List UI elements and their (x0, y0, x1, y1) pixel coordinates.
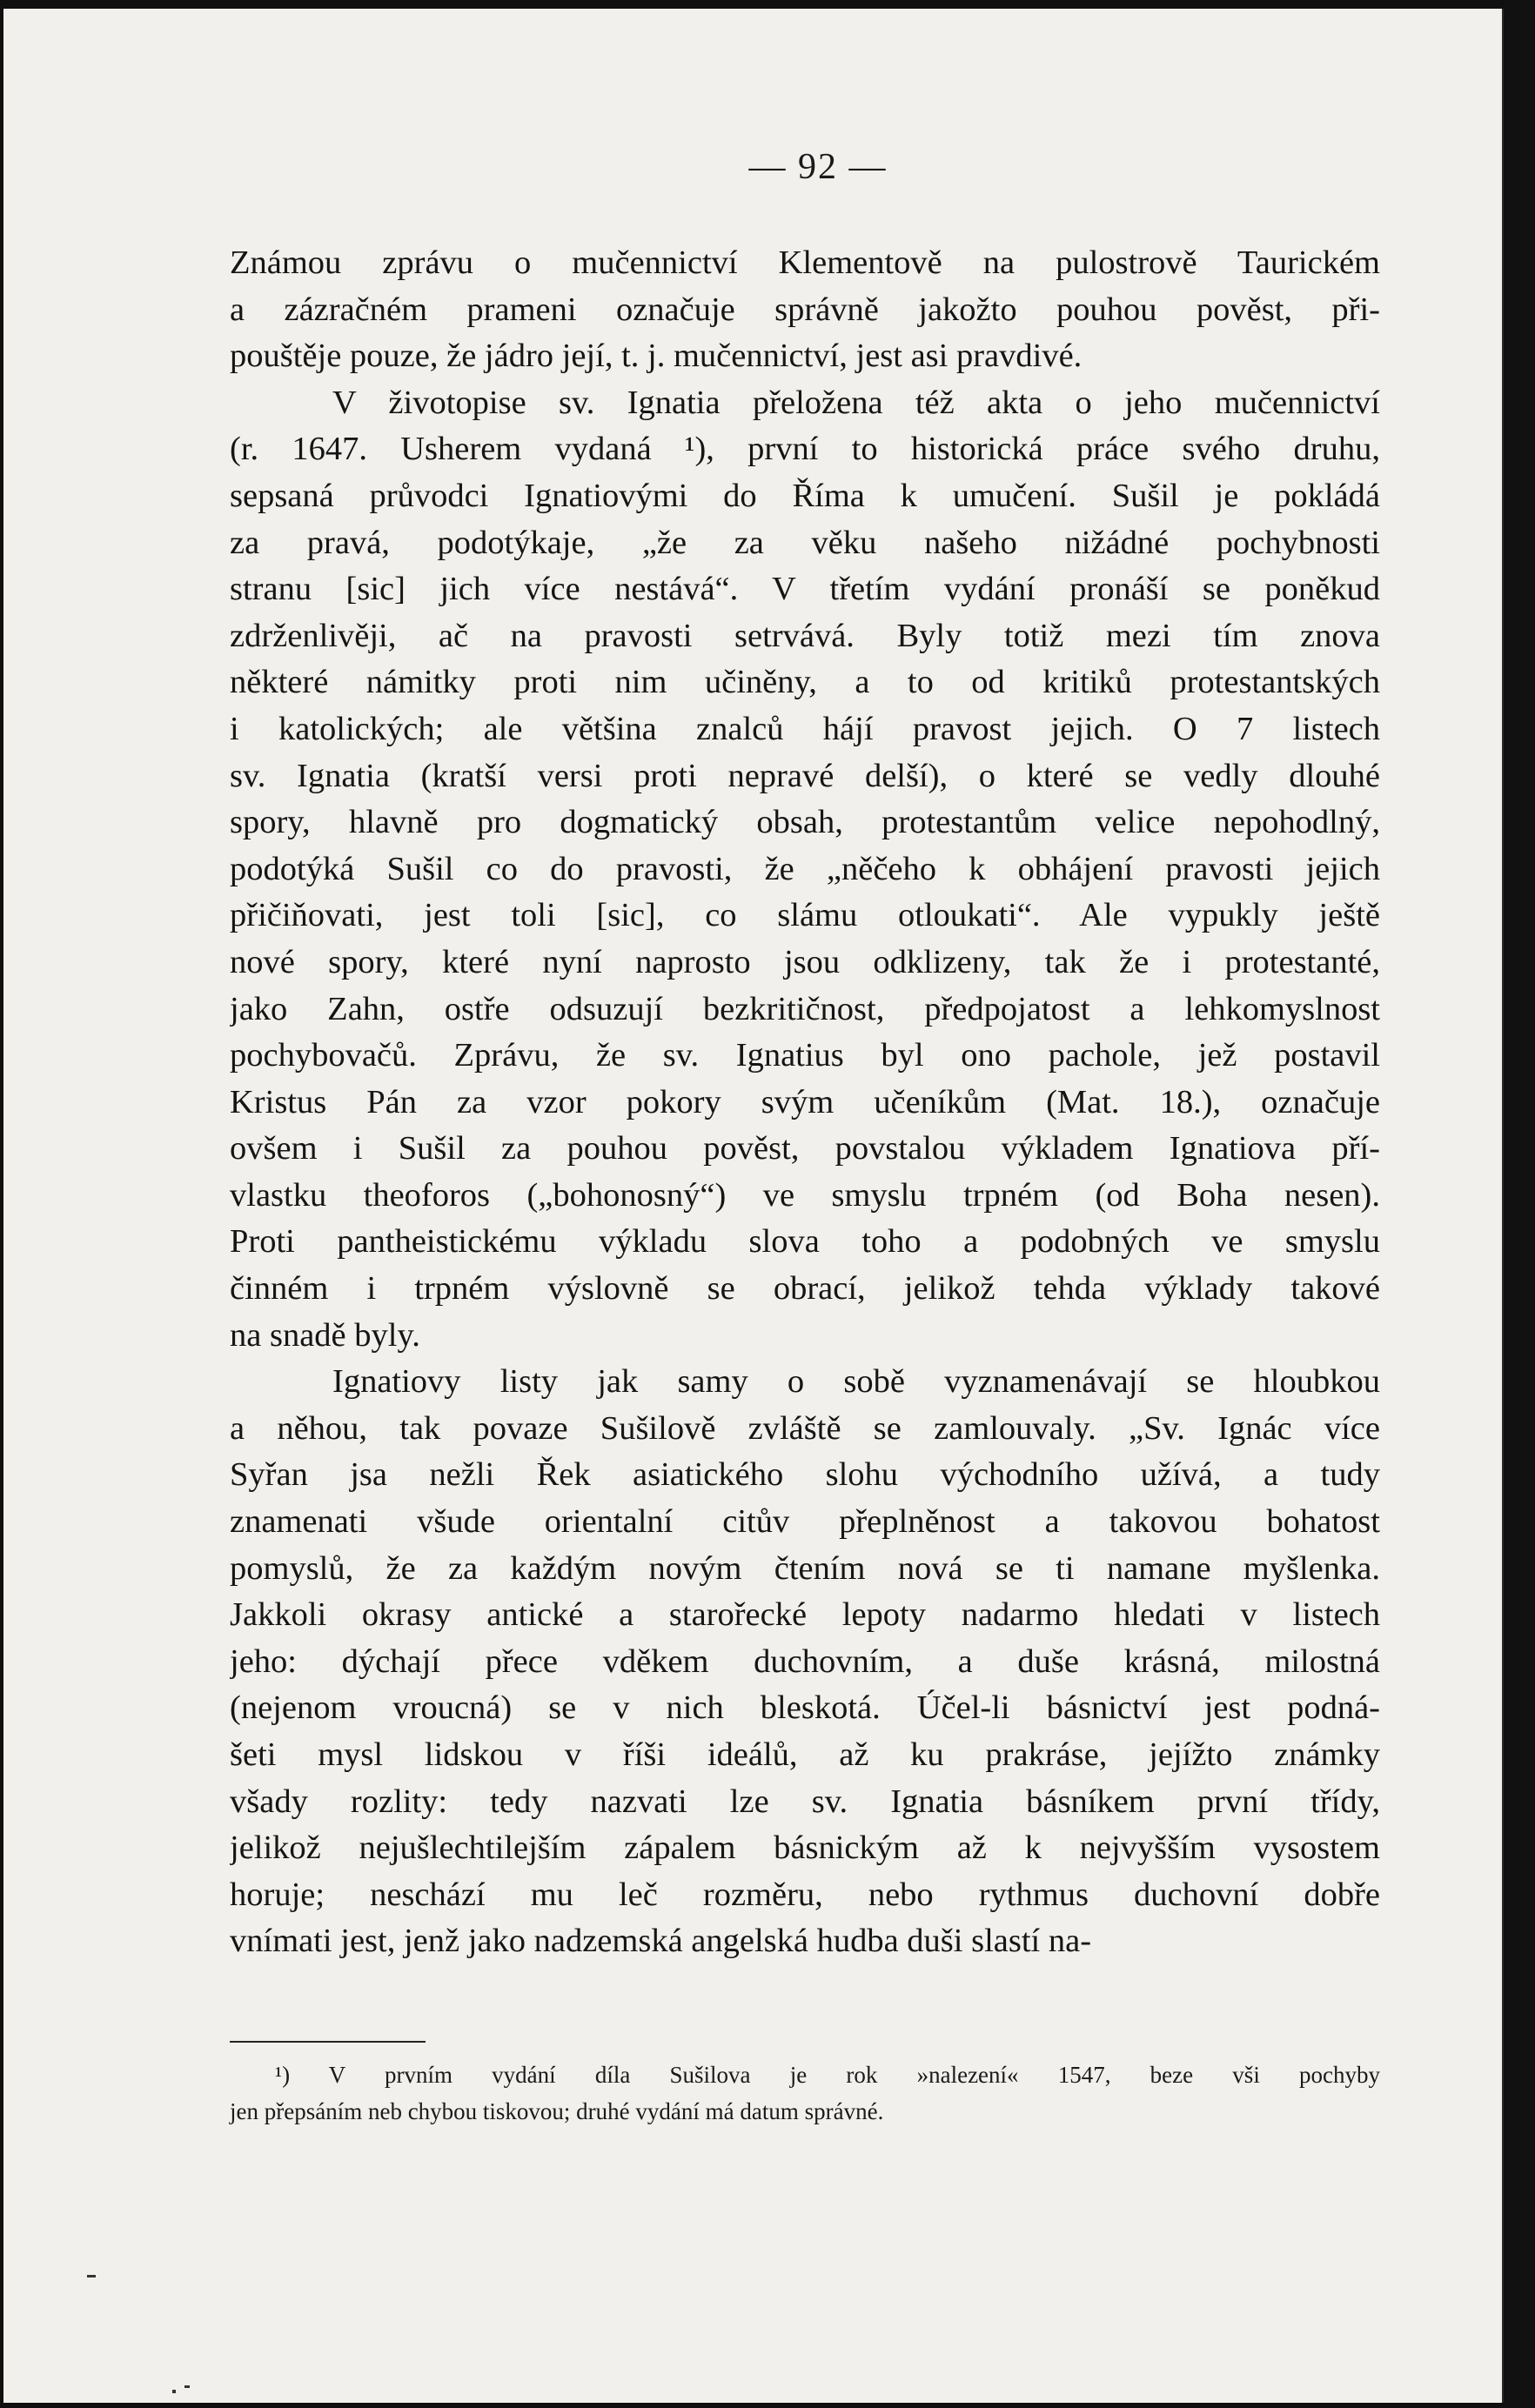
text-line: jeho: dýchají přece vděkem duchovním, a duše krásná, milostná (230, 1642, 1380, 1680)
text-line: vlastku theoforos („bohonosný“) ve smyslu trpném (od Boha nesen). (230, 1176, 1380, 1214)
footnote-line: jen přepsáním neb chybou tiskovou; druhé vydání má datum správné. (230, 2098, 884, 2124)
text-line: šeti mysl lidskou v říši ideálů, až ku prakráse, jejížto známky (230, 1736, 1380, 1773)
text-line: podotýká Sušil co do pravosti, že „něčeho k obhájení pravosti jejich (230, 850, 1380, 887)
text-line: Kristus Pán za vzor pokory svým učeníkům (Mat. 18.), označuje (230, 1083, 1380, 1120)
text-line: pomyslů, že za každým novým čtením nová se ti namane myšlenka. (230, 1549, 1380, 1587)
text-line: činném i trpném výslovně se obrací, jelikož tehda výklady takové (230, 1270, 1380, 1308)
text-line: Známou zprávu o mučennictví Klementově na pulostrově Taurickém (230, 244, 1380, 281)
text-line: jako Zahn, ostře odsuzují bezkritičnost, předpojatost a lehkomyslnost (230, 990, 1380, 1027)
text-line: Syřan jsa nežli Řek asiatického slohu východního užívá, a tudy (230, 1456, 1380, 1494)
text-line: znamenati všude orientalní citův přeplněnost a takovou bohatost (230, 1503, 1380, 1541)
text-line: některé námitky proti nim učiněny, a to od kritiků protestantských (230, 664, 1380, 701)
text-line: pouštěje pouze, že jádro její, t. j. mučennictví, jest asi pravdivé. (230, 338, 1083, 375)
text-line: (r. 1647. Usherem vydaná ¹), první to historická práce svého druhu, (230, 431, 1380, 468)
text-line: a něhou, tak povaze Sušilově zvláště se zamlouvaly. „Sv. Ignác více (230, 1409, 1380, 1447)
text-line: Jakkoli okrasy antické a starořecké lepoty nadarmo hledati v listech (230, 1596, 1380, 1634)
text-line: (nejenom vroucná) se v nich bleskotá. Účel-li básnictví jest podná- (230, 1689, 1380, 1727)
text-line: stranu [sic] jich více nestává“. V třetím vydání pronáší se poněkud (230, 571, 1380, 608)
text-line: Proti pantheistickému výkladu slova toho a podobných ve smyslu (230, 1223, 1380, 1261)
text-line: nové spory, které nyní naprosto jsou odklizeny, tak že i protestanté, (230, 943, 1380, 980)
text-line: ovšem i Sušil za pouhou pověst, povstalou výkladem Ignatiova pří- (230, 1130, 1380, 1167)
scan-speck (87, 2275, 96, 2278)
paragraph (230, 1359, 1380, 1965)
footnotes (230, 2057, 1380, 2130)
text-line: zdrženlivěji, ač na pravosti setrvává. Byly totiž mezi tím znova (230, 617, 1380, 654)
paragraph (230, 240, 1380, 380)
scan-edge (1504, 0, 1535, 2408)
text-line: horuje; neschází mu leč rozměru, nebo rythmus duchovní dobře (230, 1876, 1380, 1913)
text-line: za pravá, podotýkaje, „že za věku našeho nižádné pochybnosti (230, 524, 1380, 561)
text-line: sepsaná průvodci Ignatiovými do Říma k umučení. Sušil je pokládá (230, 477, 1380, 514)
text-line: jelikož nejušlechtilejším zápalem básnickým až k nejvyšším vysostem (230, 1829, 1380, 1867)
page-number: — 92 — (748, 147, 888, 187)
footnote-divider (230, 2041, 426, 2043)
text-line: sv. Ignatia (kratší versi proti nepravé delší), o které se vedly dlouhé (230, 757, 1380, 794)
text-line: V životopise sv. Ignatia přeložena též akta o jeho mučennictví (332, 384, 1380, 421)
text-line: pochybovačů. Zprávu, že sv. Ignatius byl ono pachole, jež postavil (230, 1037, 1380, 1074)
text-line: spory, hlavně pro dogmatický obsah, protestantům velice nepohodlný, (230, 804, 1380, 841)
paragraph (230, 380, 1380, 1359)
text-line: i katolických; ale většina znalců hájí pravost jejich. O 7 listech (230, 710, 1380, 747)
scan-speck (172, 2390, 176, 2393)
main-text (230, 240, 1380, 1965)
text-line: na snadě byly. (230, 1316, 420, 1354)
text-line: Ignatiovy listy jak samy o sobě vyznamenávají se hloubkou (332, 1363, 1380, 1401)
text-line: vnímati jest, jenž jako nadzemská angelská hudba duši slastí na- (230, 1923, 1092, 1960)
text-line: a zázračném prameni označuje správně jakožto pouhou pověst, při- (230, 291, 1380, 328)
text-line: všady rozlity: tedy nazvati lze sv. Ignatia básníkem první třídy, (230, 1783, 1380, 1820)
scan-speck (184, 2385, 190, 2388)
footnote-line: ¹) V prvním vydání díla Sušilova je rok »nalezení« 1547, beze vši pochyby (275, 2062, 1380, 2088)
text-line: přičiňovati, jest toli [sic], co slámu otloukati“. Ale vypukly ještě (230, 897, 1380, 934)
